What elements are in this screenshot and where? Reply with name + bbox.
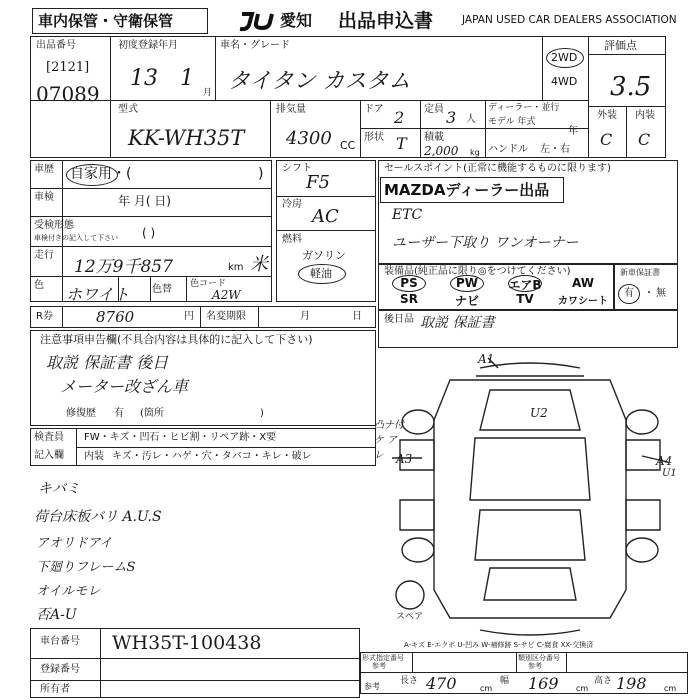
inspector-row-2: キズ・汚レ・ハゲ・穴・タバコ・キレ・破レ: [112, 451, 312, 462]
chassis-value: WH35T-100438: [112, 632, 262, 654]
height-unit: cm: [664, 684, 677, 693]
length-value: 470: [426, 674, 457, 693]
after-value: 取説 保証書: [420, 315, 495, 331]
ju-logo: [236, 10, 280, 32]
sales-label: セールスポイント(正常に機能するものに限ります): [384, 163, 611, 174]
reg-month-suffix: 月: [203, 88, 213, 98]
notes-line-1: 取説 保証書 後日: [46, 353, 169, 372]
warranty-yes: 有: [624, 288, 634, 299]
capacity-label: 定員: [424, 104, 444, 115]
equipment-circle-2: [508, 275, 542, 292]
lot-code: [2121]: [46, 60, 90, 75]
color-swap-label: 色替: [152, 284, 172, 295]
mileage: 12万9千857: [74, 257, 173, 277]
color-value: ホワイト: [66, 285, 130, 304]
interior-score: C: [638, 130, 651, 149]
doors: 2: [394, 108, 405, 127]
color-code-label: 色コード: [190, 279, 227, 289]
handwritten-note-3: アオリドアイ: [36, 536, 113, 551]
displacement-label: 排気量: [276, 104, 306, 115]
equipment-item-4[interactable]: SR: [400, 292, 418, 306]
handwritten-note-2: 荷台床板バリ A.U.S: [34, 509, 162, 525]
model-type: KK-WH35T: [128, 126, 245, 150]
notes-line-2: メーター改ざん車: [60, 377, 189, 396]
shift-label: シフト: [282, 163, 312, 174]
width-label: 幅: [500, 676, 510, 686]
marker-u1: U1: [662, 468, 677, 479]
displacement: 4300: [286, 128, 332, 149]
marker-a1: A1: [478, 352, 495, 366]
first-reg-label: 初度登録年月: [118, 40, 178, 51]
width-unit: cm: [576, 684, 589, 693]
warranty-label: 受検形態: [34, 220, 74, 231]
new-warranty-label: 新車保証書: [620, 268, 660, 277]
height-value: 198: [616, 674, 647, 693]
sales-point-1: ETC: [392, 207, 423, 223]
inspection-value: 年 月( 日): [118, 194, 171, 208]
association-name: JAPAN USED CAR DEALERS ASSOCIATION: [462, 14, 677, 26]
mileage-label: 走行: [34, 250, 54, 261]
warranty-note: 車検付きの記入して下さい: [34, 234, 118, 242]
door-label: ドア: [364, 104, 384, 115]
inspector-label: 検査員: [34, 432, 64, 443]
name-grade: タイタン カスタム: [228, 69, 411, 94]
repair-close: ): [260, 408, 264, 419]
drive-4wd: 4WD: [551, 75, 578, 88]
measure-ref: 参考: [364, 682, 380, 691]
equipment-circle-1: [450, 275, 484, 292]
type-no-ref: 参考: [372, 662, 386, 670]
after-label: 後日品: [384, 314, 414, 325]
color-label: 色: [34, 280, 44, 291]
deadline-month: 月: [300, 311, 310, 322]
load-label: 積載: [424, 132, 444, 143]
equipment-item-2[interactable]: エアB: [508, 278, 542, 292]
repair-value: 有: [114, 408, 124, 419]
length-label: 長さ: [400, 676, 419, 686]
recycle-unit: 円: [184, 311, 194, 322]
owner-label: 所有者: [40, 684, 70, 695]
drive-2wd: 2WD: [551, 51, 578, 64]
handwritten-note-5: オイルモレ: [36, 584, 101, 599]
equipment-item-3[interactable]: AW: [572, 276, 594, 290]
handwritten-note-4: 下廻りフレームS: [36, 560, 136, 575]
handwritten-note-6: 否A-U: [36, 607, 77, 623]
inspector-row-1: FW・キズ・凹石・ヒビ割・リペア跡・X要: [84, 432, 277, 443]
diagram-legend: A-キズ E-エクボ U-凹み W-補修跡 S-サビ C-腐食 XX-交換済: [404, 641, 594, 649]
type-no-label: 形式指定番号: [362, 654, 404, 662]
displacement-unit: CC: [340, 139, 356, 152]
class-ref: 参考: [528, 662, 542, 670]
fuel-gas: ガソリン: [302, 249, 346, 262]
rating-label: 評価点: [604, 39, 637, 52]
equipment-circle-0: [392, 275, 426, 292]
marker-a3: A3: [396, 452, 413, 466]
entry-label: 記入欄: [34, 450, 64, 461]
mileage-unit: km: [228, 262, 244, 273]
equipment-item-6[interactable]: TV: [516, 292, 534, 306]
sales-point-2: ユーザー下取り ワンオーナー: [392, 235, 579, 251]
history-close: ): [258, 166, 264, 182]
exterior-label: 外装: [597, 110, 617, 121]
inspector-row-2-label: 内装: [84, 451, 104, 462]
year-unit: 年: [568, 126, 578, 137]
reg-year: 13: [130, 66, 158, 91]
reg-month: 1: [180, 66, 194, 91]
marker-u2: U2: [530, 406, 548, 420]
rating-score: 3.5: [610, 72, 652, 102]
recycle-label: R券: [36, 311, 53, 322]
shape: T: [396, 134, 407, 153]
diagram-side-note: 凸ナ付ケ アレ: [374, 420, 404, 461]
marker-a4: A4: [656, 454, 673, 468]
interior-label: 内装: [635, 110, 655, 121]
notes-label: 注意事項申告欄(不具合内容は具体的に記入して下さい): [40, 333, 313, 346]
fuel-oil: 軽油: [310, 267, 332, 280]
name-grade-label: 車名・グレード: [220, 40, 290, 51]
equipment-label: 装備品(純正品に限り◎をつけてください): [384, 266, 571, 277]
handwritten-note-1: キバミ: [38, 481, 80, 497]
mazda-dealer-text: MAZDAディーラー出品: [384, 181, 550, 199]
equipment-item-7[interactable]: カワシート: [558, 296, 608, 307]
history-label: 車歴: [34, 164, 54, 175]
equipment-item-1[interactable]: PW: [455, 276, 479, 290]
warranty-value: ( ): [142, 226, 156, 240]
handle: 左・右: [540, 144, 570, 155]
org-name: 愛知: [280, 11, 313, 30]
mileage-mark: 米: [250, 254, 268, 275]
dealer-label: ディーラー・並行: [488, 103, 560, 113]
load: 2,000: [424, 144, 459, 158]
length-unit: cm: [480, 684, 493, 693]
ac-value: AC: [312, 206, 339, 227]
inspection-label: 車検: [34, 192, 54, 203]
model-year-label: モデル 年式: [488, 117, 536, 127]
color-code: A2W: [212, 288, 241, 302]
class-label: 類別区分番号: [518, 654, 560, 662]
width-value: 169: [528, 674, 559, 693]
chassis-label: 車台番号: [40, 636, 80, 647]
height-label: 高さ: [594, 676, 613, 686]
recycle-frame: [30, 306, 376, 328]
warranty-no: 無: [656, 288, 666, 299]
capacity: 3: [446, 108, 457, 127]
spare-label: スペア: [396, 612, 424, 622]
deadline-day: 日: [352, 311, 362, 322]
deadline-label: 名変期限: [206, 311, 246, 322]
capacity-unit: 人: [466, 114, 476, 125]
recycle-amount: 8760: [96, 308, 135, 326]
form-title: 出品申込書: [338, 10, 434, 32]
warranty-sep: ・: [644, 288, 654, 299]
exterior-score: C: [600, 130, 613, 149]
shape-label: 形状: [364, 132, 384, 143]
storage-label: 車内保管・守衛保管: [38, 12, 174, 30]
fuel-label: 燃料: [282, 234, 302, 245]
lot-number: 07089: [36, 82, 100, 106]
repair-place: (箇所: [140, 408, 164, 419]
repair-label: 修復歴: [66, 408, 96, 419]
type-label: 型式: [118, 104, 138, 115]
shift-value: F5: [306, 172, 330, 193]
equipment-item-0[interactable]: PS: [400, 276, 418, 290]
damage-diagram: [380, 350, 680, 640]
equipment-item-5[interactable]: ナビ: [454, 294, 479, 308]
handle-label: ハンドル: [488, 144, 528, 155]
history-value: 自家用・(: [70, 166, 132, 182]
ac-label: 冷房: [282, 199, 302, 210]
load-unit: kg: [470, 148, 480, 157]
reg-label: 登録番号: [40, 664, 80, 675]
lot-number-label: 出品番号: [36, 40, 76, 51]
